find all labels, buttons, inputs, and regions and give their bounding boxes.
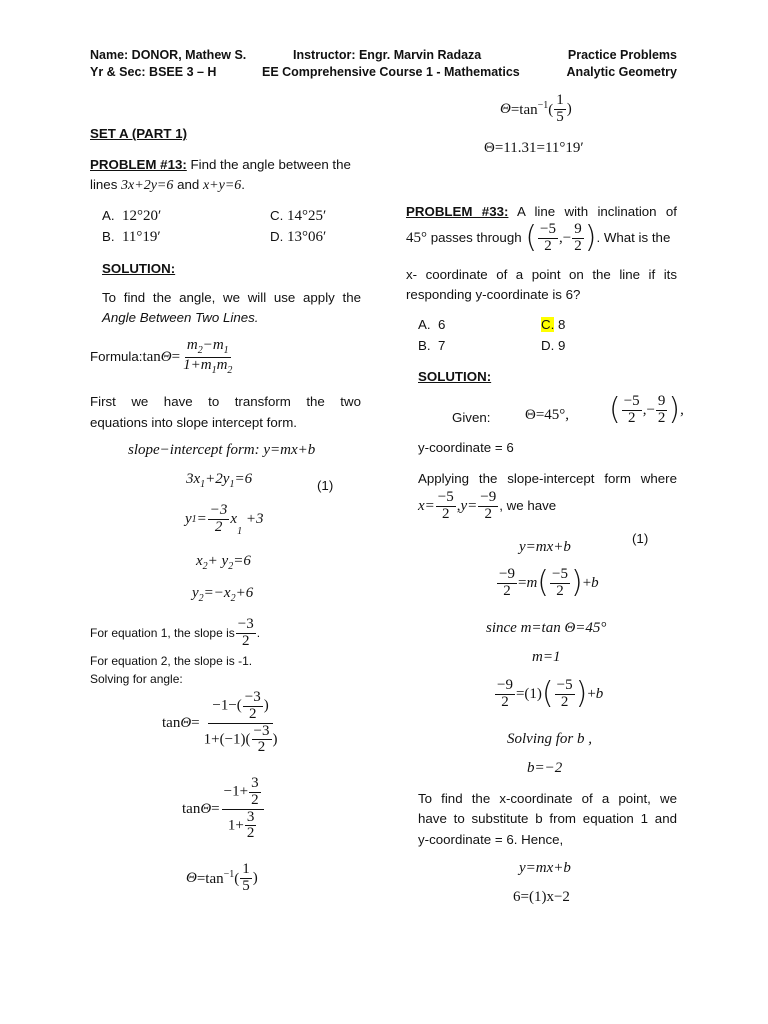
document-type: Practice Problems bbox=[567, 48, 677, 62]
choice-b-33-letter: B. bbox=[418, 338, 431, 353]
theta-result: Θ=11.31=11°19′ bbox=[484, 140, 584, 156]
inclination-angle: 45° bbox=[406, 230, 427, 247]
problem-13-lines-prefix: lines bbox=[90, 177, 122, 192]
final-equation: 6=(1)x−2 bbox=[513, 889, 570, 905]
choice-c-33-letter-highlighted: C. bbox=[541, 317, 555, 332]
problem-33-passes: passes through bbox=[427, 230, 526, 246]
problem-33-line-1 bbox=[406, 202, 677, 222]
intro-line-2: Angle Between Two Lines. bbox=[102, 310, 259, 325]
choice-d-33-letter: D. bbox=[541, 338, 555, 353]
since-m-tan: since m=tan Θ=45° bbox=[486, 620, 607, 636]
solving-for-angle: Solving for angle: bbox=[90, 672, 183, 686]
given-label: Given: bbox=[452, 410, 491, 425]
eq-y2: $y_2=-x_2+6$ bbox=[192, 585, 254, 604]
find-line-3: y-coordinate = 6. Hence, bbox=[418, 832, 564, 847]
choice-d-33-value: 9 bbox=[558, 338, 566, 353]
set-title: SET A (PART 1) bbox=[90, 126, 188, 141]
given-theta: Θ=45°, bbox=[525, 407, 570, 423]
problem-33-text: A line with inclination of bbox=[508, 204, 677, 219]
choice-b-letter: B. bbox=[102, 229, 115, 244]
m-equals-1: m=1 bbox=[532, 649, 561, 665]
transform-line-1: First we have to transform the two bbox=[90, 394, 361, 409]
student-name: Name: DONOR, Mathew S. bbox=[90, 48, 247, 62]
slope-eq-1: For equation 1, the slope is $\frac{-3}{2}$ . bbox=[90, 616, 261, 649]
equation-2: x+y=6 bbox=[202, 178, 242, 193]
choice-b-33-value: 7 bbox=[437, 338, 446, 353]
choice-c-33-value: 8 bbox=[558, 317, 566, 332]
problem-33-line-4: responding y-coordinate is 6? bbox=[406, 287, 581, 302]
slope-eq-1-text: For equation 1, the slope is bbox=[90, 626, 235, 641]
formula: Formula: tanΘ= $\frac{m_2-m_1}{1+m_1m_2}$ bbox=[90, 337, 233, 376]
choice-c-letter: C. bbox=[270, 208, 284, 223]
choice-d bbox=[270, 227, 326, 247]
problem-13-dot: . bbox=[241, 177, 245, 192]
find-line-1: To find the x-coordinate of a point, we bbox=[418, 791, 677, 806]
choice-b-33 bbox=[418, 336, 445, 356]
choice-d-value: 13°06′ bbox=[287, 229, 327, 245]
eq-x2-y2-6: $x_2+ y_2=6$ bbox=[196, 553, 251, 572]
problem-33-line-2-end: . What is the bbox=[596, 230, 671, 246]
instructor: Instructor: Engr. Marvin Radaza bbox=[293, 48, 482, 62]
choice-a-letter: A. bbox=[102, 208, 115, 223]
slope-eq-2: For equation 2, the slope is -1. bbox=[90, 654, 253, 668]
apply-line-2: x= $\frac{-5}{2}$ , y= $\frac{-9}{2}$ , we have bbox=[418, 489, 557, 522]
tan-theta-step-1: tanΘ= −1−( $\frac{-3}{2}$ ) 1+(−1)( $\frac{-3}{2}$ ) bbox=[162, 689, 278, 756]
solution-heading: SOLUTION: bbox=[102, 261, 176, 276]
equation-number-1-right: (1) bbox=[632, 531, 649, 546]
year-section: Yr & Sec: BSEE 3 – H bbox=[90, 65, 217, 79]
eq-substitute-m: $\frac{-9}{2}$ =(1) ( $\frac{-5}{2}$ ) + b bbox=[497, 676, 604, 712]
theta-tan-inverse-left: Θ $=\tan^{-1}$( $\frac{1}{5}$ ) bbox=[186, 861, 258, 894]
eq-y-mx-b: y=mx+b bbox=[519, 539, 571, 555]
choice-a bbox=[102, 206, 161, 226]
problem-33-line-2: 45° passes through ( $\frac{-5}{2}$ ,− $\frac{9}{2}$ ) . What is the bbox=[406, 220, 671, 256]
choice-b bbox=[102, 227, 161, 247]
y-coordinate-given: y-coordinate = 6 bbox=[418, 440, 514, 455]
choice-d-letter: D. bbox=[270, 229, 284, 244]
choice-a-33 bbox=[418, 315, 445, 335]
choice-d-33 bbox=[541, 336, 565, 356]
intro-line-1: To find the angle, we will use apply the bbox=[102, 290, 361, 305]
eq-y1: y 1 = $\frac{-3}{2}$ x $_1$ +3 bbox=[185, 502, 264, 537]
choice-a-value: 12°20′ bbox=[121, 208, 162, 224]
given-point: ( $\frac{-5}{2}$ ,− $\frac{9}{2}$ ) , bbox=[609, 392, 684, 428]
topic: Analytic Geometry bbox=[566, 65, 677, 79]
choice-a-33-letter: A. bbox=[418, 317, 431, 332]
equation-1: 3x+2y=6 bbox=[121, 178, 174, 193]
equation-number-1: (1) bbox=[317, 478, 334, 493]
theta-tan-inverse-right: Θ $=\tan^{-1}$( $\frac{1}{5}$ ) bbox=[500, 92, 572, 125]
choice-b-value: 11°19′ bbox=[121, 229, 161, 245]
formula-label: Formula: bbox=[90, 349, 143, 364]
formula-fraction: $\frac{m_2-m_1}{1+m_1m_2}$ bbox=[183, 337, 233, 376]
problem-33-label: PROBLEM #33: bbox=[406, 204, 509, 219]
tan-theta-step-2: tanΘ= −1+ $\frac{3}{2}$ 1+ $\frac{3}{2}$ bbox=[182, 776, 265, 842]
apply-line-1: Applying the slope-intercept form where bbox=[418, 471, 677, 486]
choice-a-33-value: 6 bbox=[437, 317, 446, 332]
apply-we-have: , we have bbox=[499, 498, 557, 514]
choice-c-value: 14°25′ bbox=[287, 208, 327, 224]
problem-13 bbox=[90, 155, 361, 196]
problem-13-text: Find the angle between the bbox=[186, 157, 351, 172]
eq-substitute-point: $\frac{-9}{2}$ = m ( $\frac{-5}{2}$ ) + b bbox=[499, 565, 599, 601]
slope-intercept-form: slope−intercept form: y=mx+b bbox=[128, 442, 316, 458]
course-title: EE Comprehensive Course 1 - Mathematics bbox=[262, 65, 520, 79]
problem-13-label: PROBLEM #13: bbox=[90, 157, 187, 172]
problem-33-line-3: x- coordinate of a point on the line if its bbox=[406, 267, 677, 282]
choice-c-33 bbox=[541, 315, 565, 335]
b-equals: b=−2 bbox=[527, 760, 563, 776]
eq-3x1-2y1-6: $3x_1+2y_1=6$ bbox=[186, 471, 253, 490]
transform-line-2: equations into slope intercept form. bbox=[90, 415, 297, 430]
problem-13-and: and bbox=[173, 177, 203, 192]
eq-y-mx-b-2: y=mx+b bbox=[519, 860, 571, 876]
solving-for-b: Solving for b , bbox=[507, 731, 592, 747]
choice-c bbox=[270, 206, 326, 226]
find-line-2: have to substitute b from equation 1 and bbox=[418, 811, 677, 826]
solution-heading-33: SOLUTION: bbox=[418, 369, 492, 384]
